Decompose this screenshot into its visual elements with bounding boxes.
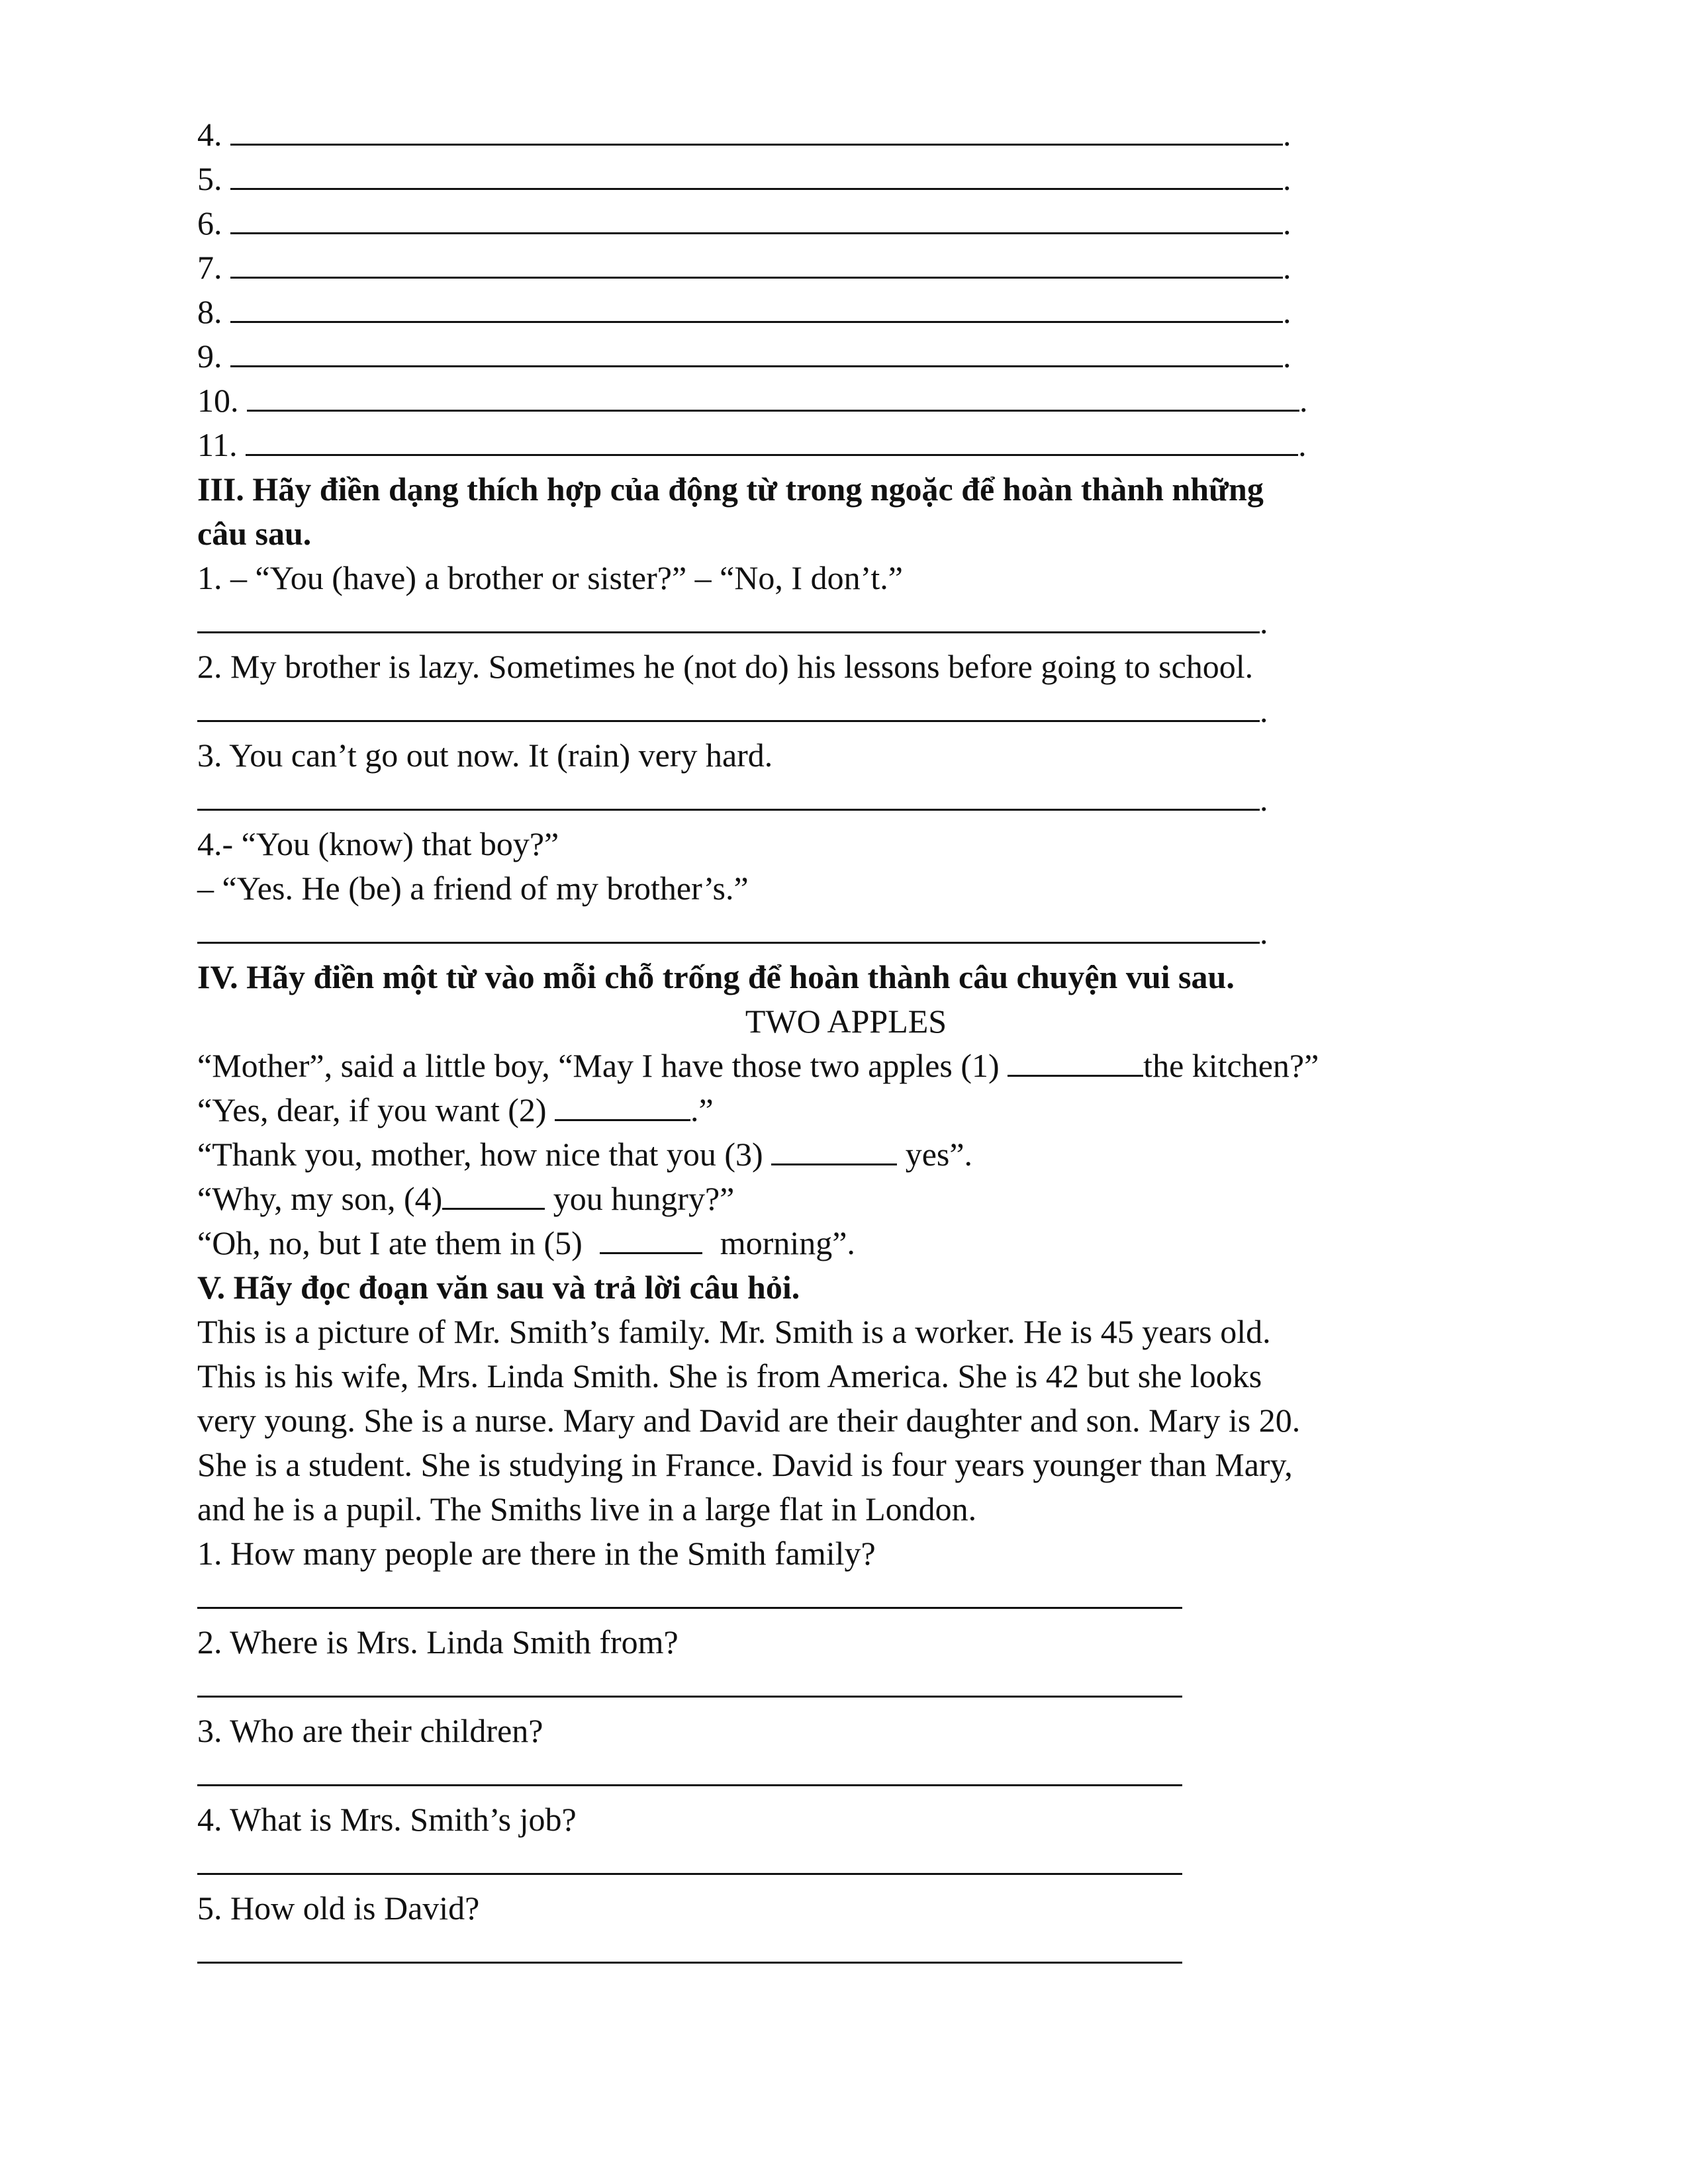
section-3-question-4-cont: – “Yes. He (be) a friend of my brother’s.” bbox=[197, 870, 749, 907]
answer-blank[interactable] bbox=[230, 113, 1283, 146]
answer-line-4: 4. . bbox=[197, 113, 1495, 157]
answer-blank[interactable] bbox=[197, 1843, 1182, 1875]
answer-blank[interactable] bbox=[246, 424, 1298, 456]
section-3-question-2: 2. My brother is lazy. Sometimes he (not do) his lessons before going to school. bbox=[197, 648, 1254, 685]
section-3-question-4: 4.- “You (know) that boy?” bbox=[197, 825, 559, 862]
reading-question-2: 2. Where is Mrs. Linda Smith from? bbox=[197, 1623, 679, 1661]
answer-blank[interactable] bbox=[230, 335, 1283, 367]
answer-blank[interactable] bbox=[197, 601, 1260, 633]
answer-blank[interactable] bbox=[197, 778, 1260, 811]
reading-answer-1 bbox=[197, 1576, 1495, 1620]
answer-line-8: 8. . bbox=[197, 290, 1495, 334]
section-5-heading: V. Hãy đọc đoạn văn sau và trả lời câu hỏi. bbox=[197, 1269, 800, 1306]
gap-blank-4[interactable] bbox=[442, 1177, 545, 1210]
story-title: TWO APPLES bbox=[745, 1003, 947, 1040]
answer-line-6: 6. . bbox=[197, 201, 1495, 246]
answer-blank[interactable] bbox=[230, 246, 1283, 279]
reading-answer-5 bbox=[197, 1931, 1495, 1975]
answer-blank[interactable] bbox=[197, 911, 1260, 944]
story-line-2: “Yes, dear, if you want (2) .” bbox=[197, 1088, 1495, 1132]
passage-line-4: She is a student. She is studying in France. David is four years younger than Mary, bbox=[197, 1446, 1293, 1483]
answer-blank[interactable] bbox=[230, 291, 1283, 323]
passage-line-2: This is his wife, Mrs. Linda Smith. She is from America. She is 42 but she looks bbox=[197, 1357, 1262, 1394]
section-3-heading-cont: câu sau. bbox=[197, 515, 312, 552]
section-3-heading: III. Hãy điền dạng thích hợp của động từ trong ngoặc để hoàn thành những bbox=[197, 471, 1264, 508]
answer-line-10: 10. . bbox=[197, 379, 1495, 423]
reading-question-1: 1. How many people are there in the Smith family? bbox=[197, 1535, 876, 1572]
answer-line-9: 9. . bbox=[197, 334, 1495, 379]
answer-blank[interactable] bbox=[230, 202, 1283, 234]
gap-blank-5[interactable] bbox=[600, 1222, 702, 1254]
passage-line-5: and he is a pupil. The Smiths live in a large flat in London. bbox=[197, 1490, 977, 1527]
story-line-1: “Mother”, said a little boy, “May I have those two apples (1) the kitchen?” bbox=[197, 1044, 1495, 1088]
section-4-heading: IV. Hãy điền một từ vào mỗi chỗ trống để hoàn thành câu chuyện vui sau. bbox=[197, 958, 1235, 995]
story-line-5: “Oh, no, but I ate them in (5) morning”. bbox=[197, 1221, 1495, 1265]
answer-blank[interactable] bbox=[230, 158, 1283, 190]
reading-question-5: 5. How old is David? bbox=[197, 1889, 480, 1927]
section-3-question-3: 3. You can’t go out now. It (rain) very hard. bbox=[197, 737, 773, 774]
section-3-answer-4: . bbox=[197, 911, 1495, 955]
reading-answer-4 bbox=[197, 1842, 1495, 1886]
reading-answer-2 bbox=[197, 1664, 1495, 1709]
gap-blank-2[interactable] bbox=[555, 1089, 690, 1121]
reading-answer-3 bbox=[197, 1753, 1495, 1797]
answer-blank[interactable] bbox=[197, 1665, 1182, 1698]
worksheet-page bbox=[197, 113, 1495, 1975]
answer-blank[interactable] bbox=[247, 379, 1299, 412]
gap-blank-1[interactable] bbox=[1008, 1044, 1143, 1077]
answer-blank[interactable] bbox=[197, 1576, 1182, 1609]
passage-line-1: This is a picture of Mr. Smith’s family. Mr. Smith is a worker. He is 45 years old. bbox=[197, 1313, 1271, 1350]
reading-question-4: 4. What is Mrs. Smith’s job? bbox=[197, 1801, 577, 1838]
answer-blank[interactable] bbox=[197, 1931, 1182, 1964]
section-3-question-1: 1. – “You (have) a brother or sister?” – “No, I don’t.” bbox=[197, 559, 903, 596]
answer-blank[interactable] bbox=[197, 1754, 1182, 1786]
reading-question-3: 3. Who are their children? bbox=[197, 1712, 543, 1749]
section-3-answer-3: . bbox=[197, 778, 1495, 822]
answer-blank[interactable] bbox=[197, 690, 1260, 722]
answer-line-7: 7. . bbox=[197, 246, 1495, 290]
gap-blank-3[interactable] bbox=[771, 1133, 897, 1165]
passage-line-3: very young. She is a nurse. Mary and David are their daughter and son. Mary is 20. bbox=[197, 1402, 1301, 1439]
section-3-answer-1: . bbox=[197, 600, 1495, 645]
story-line-3: “Thank you, mother, how nice that you (3) yes”. bbox=[197, 1132, 1495, 1177]
answer-line-11: 11. . bbox=[197, 423, 1495, 467]
answer-line-5: 5. . bbox=[197, 157, 1495, 201]
section-3-answer-2: . bbox=[197, 689, 1495, 733]
story-line-4: “Why, my son, (4) you hungry?” bbox=[197, 1177, 1495, 1221]
